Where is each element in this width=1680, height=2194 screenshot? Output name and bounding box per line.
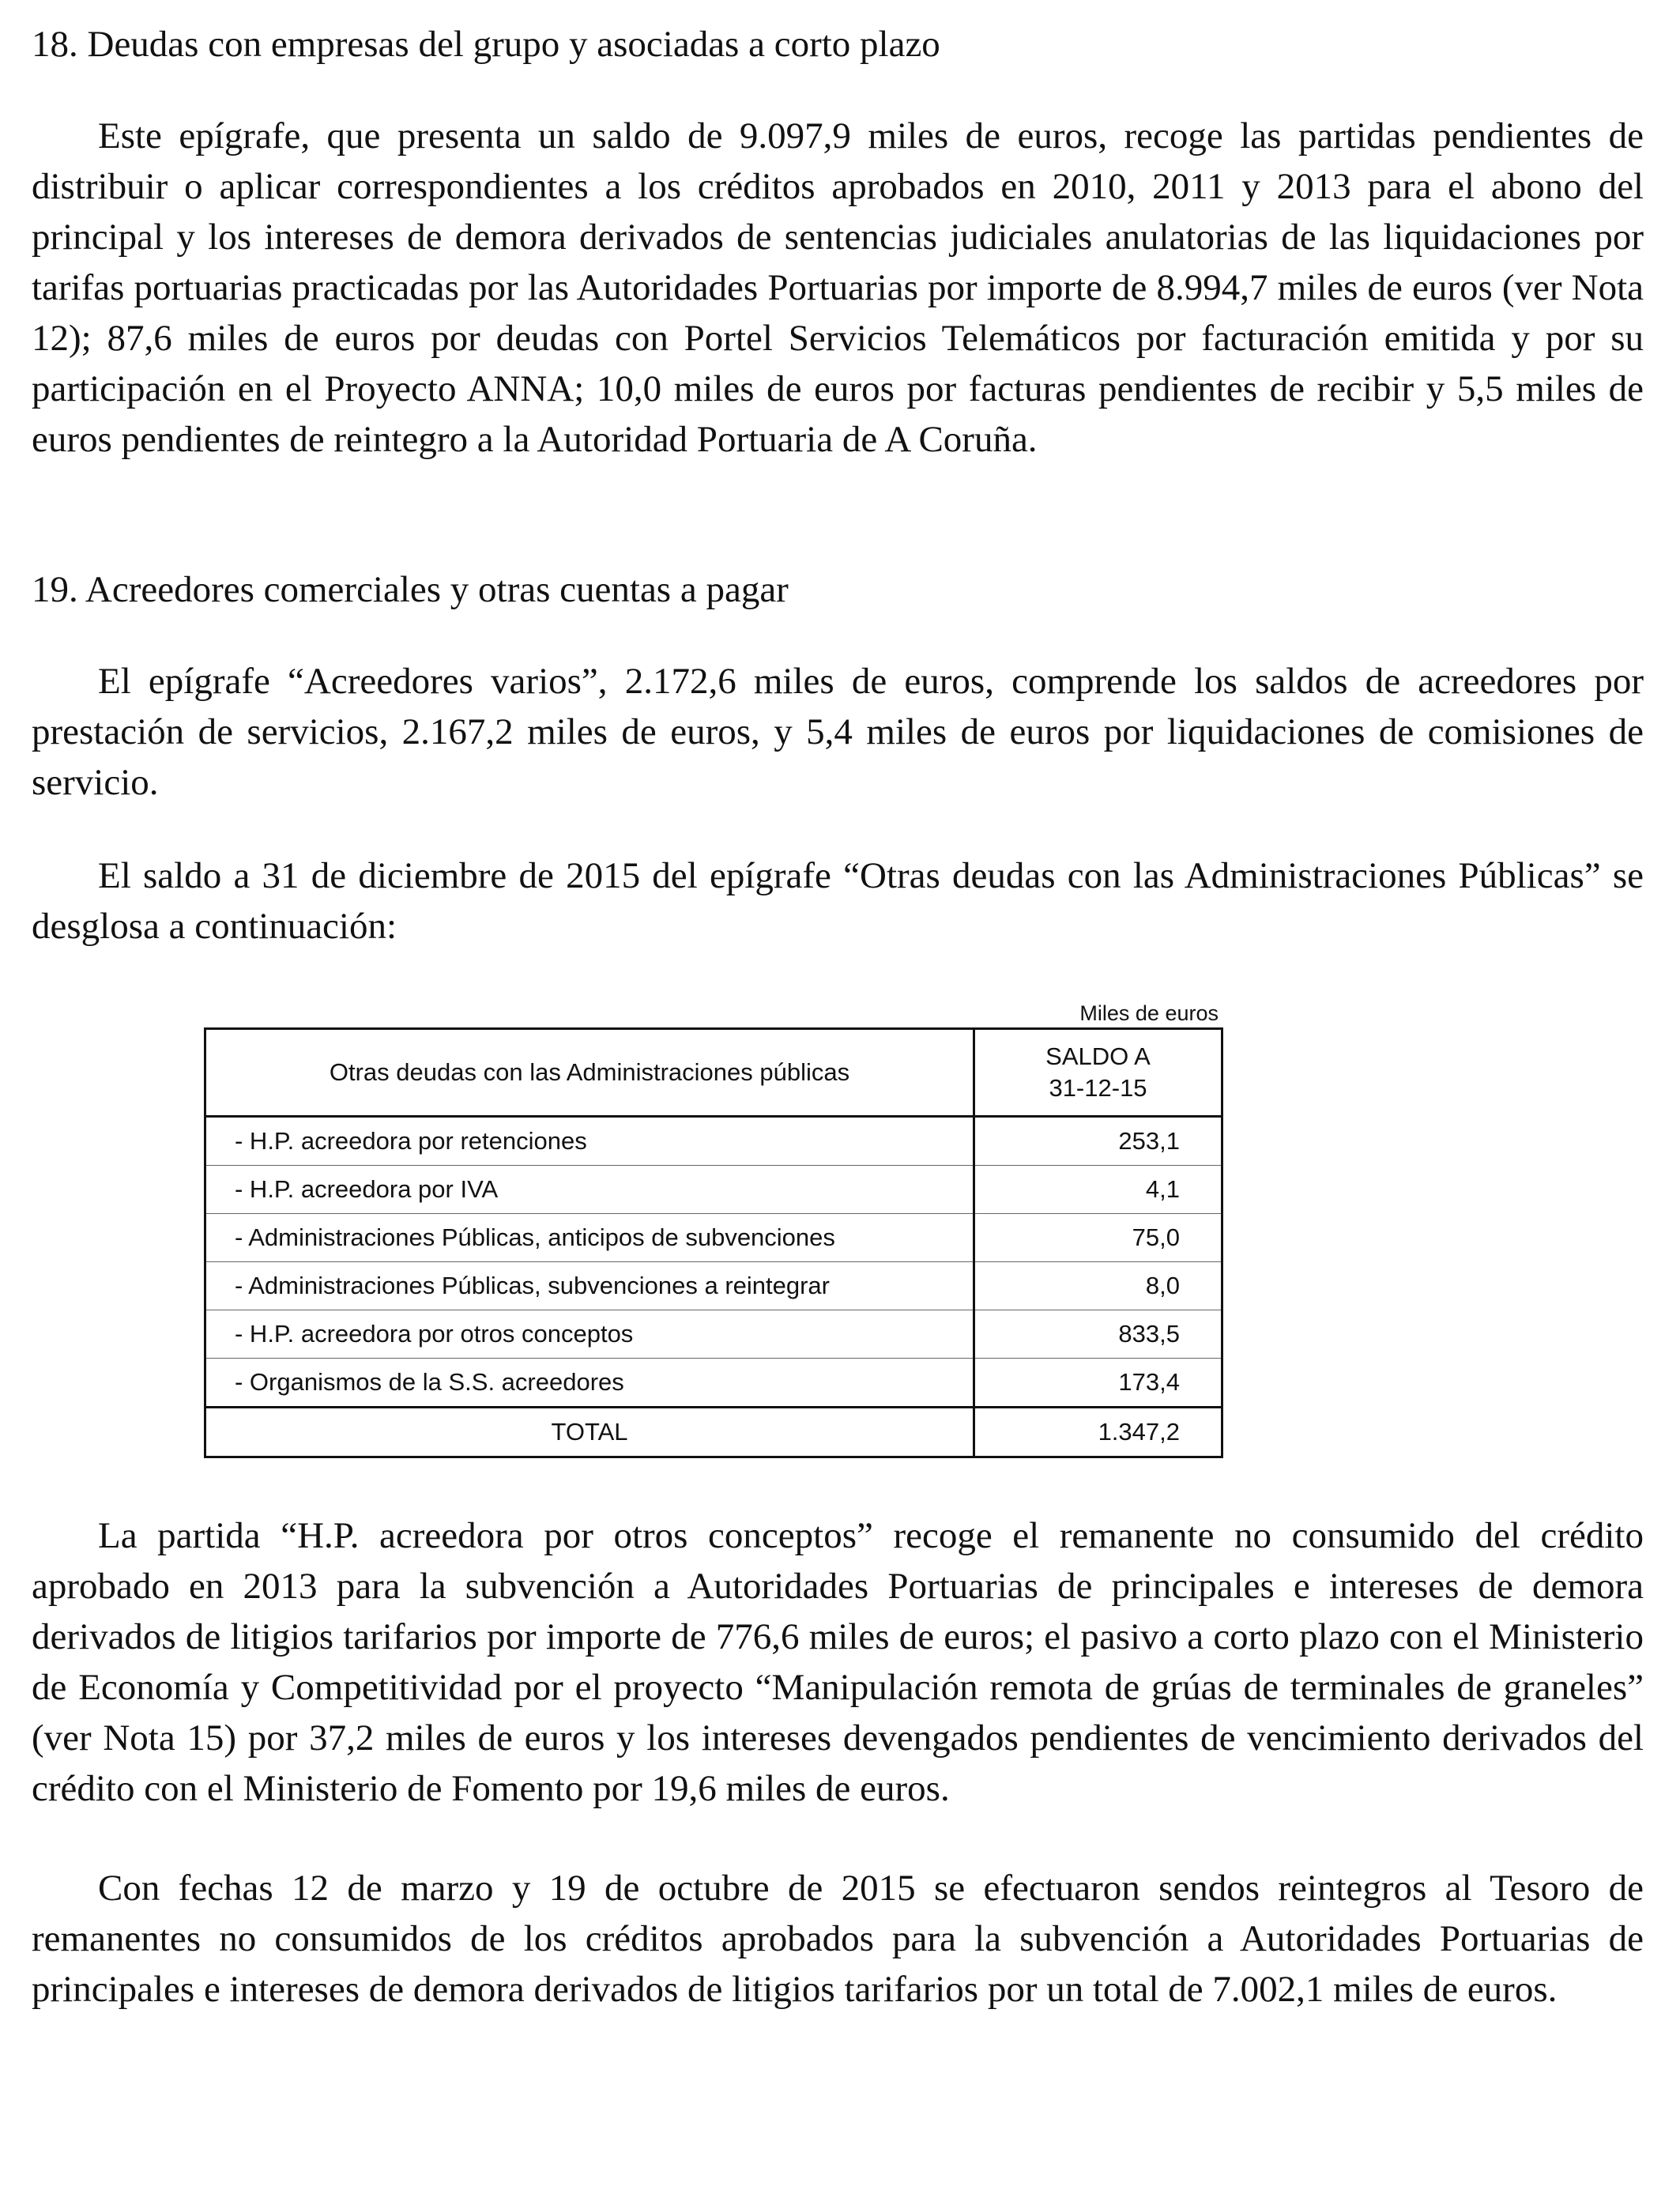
row-value: 833,5 — [974, 1310, 1222, 1359]
section-18-paragraph: Este epígrafe, que presenta un saldo de 9.097,9 miles de euros, recoge las partidas pendientes de distribuir o aplicar correspondientes a los créditos aprobados en 2010, 2011 y 2013 para el abono del principal y los intereses de demora derivados de sentencias judiciales anulatorias de las liquidaciones por tarifas portuarias practicadas por las Autoridades Portuarias por importe de 8.994,7 miles de euros (ver Nota 12); 87,6 miles de euros por deudas con Portel Servicios Telemáticos por facturación emitida y por su participación en el Proyecto ANNA; 10,0 miles de euros por facturas pendientes de recibir y 5,5 miles de euros pendientes de reintegro a la Autoridad Portuaria de A Coruña. — [32, 115, 1644, 460]
section-19-paragraph-4: Con fechas 12 de marzo y 19 de octubre de 2015 se efectuaron sendos reintegros al Tesoro de remanentes no consumidos de los créditos aprobados para la subvención a Autoridades Portuarias de principales e intereses de demora derivados de litigios tarifarios por un total de 7.002,1 miles de euros. — [32, 1868, 1644, 2010]
document-page — [32, 19, 1644, 2015]
section-18-heading: 18. Deudas con empresas del grupo y asociadas a corto plazo — [32, 24, 940, 65]
row-label: - H.P. acreedora por IVA — [205, 1166, 974, 1214]
row-label: - Organismos de la S.S. acreedores — [205, 1359, 974, 1408]
total-value: 1.347,2 — [974, 1408, 1222, 1457]
section-19-paragraph-2: El saldo a 31 de diciembre de 2015 del epígrafe “Otras deudas con las Administraciones Públicas” se desglosa a continuación: — [32, 855, 1644, 947]
section-19-paragraph-3: La partida “H.P. acreedora por otros conceptos” recoge el remanente no consumido del crédito aprobado en 2013 para la subvención a Autoridades Portuarias de principales e intereses de demora derivados de litigios tarifarios por importe de 776,6 miles de euros; el pasivo a corto plazo con el Ministerio de Economía y Competitividad por el proyecto “Manipulación remota de grúas de terminales de graneles” (ver Nota 15) por 37,2 miles de euros y los intereses devengados pendientes de vencimiento derivados del crédito con el Ministerio de Fomento por 19,6 miles de euros. — [32, 1515, 1644, 1809]
row-value: 75,0 — [974, 1214, 1222, 1262]
table-row — [205, 1262, 1222, 1310]
header-label-cell: Otras deudas con las Administraciones públicas — [205, 1029, 974, 1117]
row-label: - H.P. acreedora por otros conceptos — [205, 1310, 974, 1359]
table-units-label: Miles de euros — [1079, 1001, 1219, 1025]
row-label: - Administraciones Públicas, anticipos de subvenciones — [205, 1214, 974, 1262]
section-19-heading: 19. Acreedores comerciales y otras cuentas a pagar — [32, 569, 789, 610]
table-header-row — [205, 1029, 1222, 1117]
table-row — [205, 1117, 1222, 1166]
total-label: TOTAL — [205, 1408, 974, 1457]
header-value-line-1: SALDO A — [1045, 1042, 1151, 1070]
table-row — [205, 1214, 1222, 1262]
debts-table-block — [204, 999, 1223, 1458]
table-row — [205, 1166, 1222, 1214]
row-value: 8,0 — [974, 1262, 1222, 1310]
table-total-row — [205, 1408, 1222, 1457]
row-value: 173,4 — [1118, 1368, 1180, 1396]
header-value-cell — [974, 1029, 1222, 1117]
table-row — [205, 1310, 1222, 1359]
row-value: 4,1 — [974, 1166, 1222, 1214]
debts-table — [204, 1027, 1223, 1458]
table-row — [205, 1359, 1222, 1408]
row-value: 253,1 — [974, 1117, 1222, 1166]
header-value-line-2: 31-12-15 — [1049, 1074, 1147, 1102]
row-label: - Administraciones Públicas, subvenciones a reintegrar — [205, 1262, 974, 1310]
row-label: - H.P. acreedora por retenciones — [205, 1117, 974, 1166]
section-19-paragraph-1: El epígrafe “Acreedores varios”, 2.172,6 miles de euros, comprende los saldos de acreedores por prestación de servicios, 2.167,2 miles de euros, y 5,4 miles de euros por liquidaciones de comisiones de servicio. — [32, 661, 1644, 803]
